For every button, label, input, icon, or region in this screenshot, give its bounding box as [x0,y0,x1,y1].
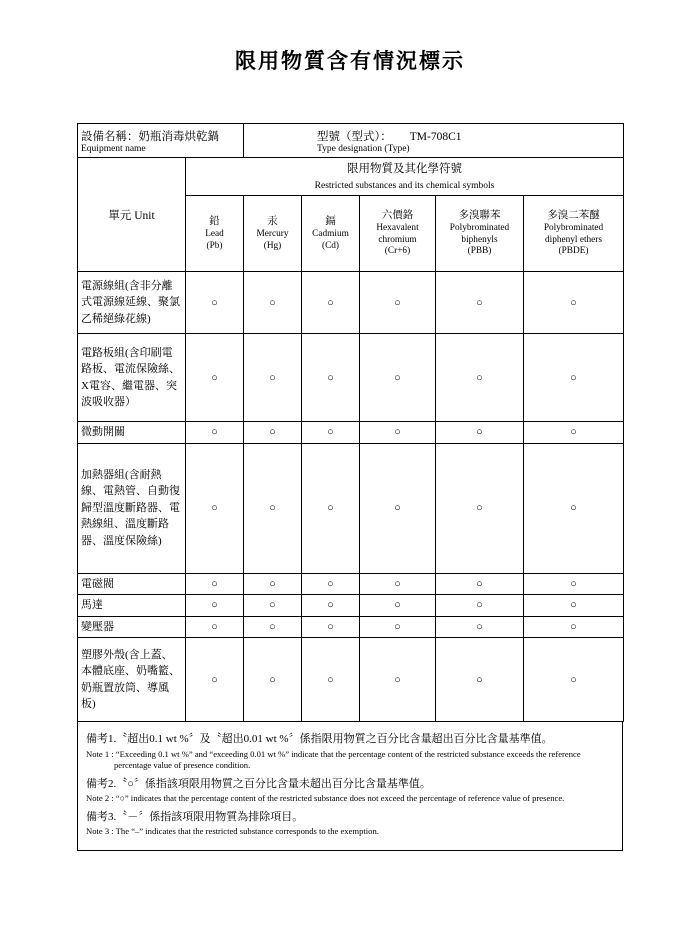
restricted-header-en: Restricted substances and its chemical symbols [314,180,495,191]
substance-header-hexavalent-chromium: 六價鉻 Hexavalent chromium (Cr+6) [360,196,436,272]
value-cell: ○ [244,573,302,595]
value-cell: ○ [302,616,360,638]
value-cell: ○ [302,422,360,444]
substance-header-pbde: 多溴二苯醚 Polybrominated diphenyl ethers (PBDE) [524,196,624,272]
unit-label: 微動開關 [78,422,186,444]
table-row [78,422,624,444]
value-cell: ○ [524,638,624,722]
value-cell: ○ [436,573,524,595]
type-label-zh: 型號（型式）： [317,130,392,143]
substance-header-lead: 鉛 Lead (Pb) [186,196,244,272]
table-row [78,272,624,334]
type-line [247,128,620,144]
equipment-name-zh: 設備名稱：奶瓶消毒烘乾鍋 [81,130,219,143]
value-cell: ○ [302,573,360,595]
value-cell: ○ [360,443,436,573]
unit-header-cell [78,158,186,272]
value-cell: ○ [524,616,624,638]
restricted-header-zh: 限用物質及其化學符號 [347,162,462,175]
value-cell: ○ [244,595,302,617]
type-designation-cell [244,124,624,158]
restricted-substances-header-row [78,158,624,196]
value-cell: ○ [524,595,624,617]
value-cell: ○ [360,573,436,595]
value-cell: ○ [186,422,244,444]
substance-header-mercury: 汞 Mercury (Hg) [244,196,302,272]
value-cell: ○ [524,422,624,444]
value-cell: ○ [186,616,244,638]
value-cell: ○ [436,638,524,722]
value-cell: ○ [436,616,524,638]
value-cell: ○ [524,272,624,334]
value-cell: ○ [244,334,302,422]
value-cell: ○ [244,616,302,638]
value-cell: ○ [436,422,524,444]
value-cell: ○ [436,443,524,573]
equipment-name-en: Equipment name [81,143,146,154]
equipment-name-cell [78,124,244,158]
document-page [0,45,700,942]
value-cell: ○ [360,616,436,638]
note-2-zh: 備考2.〝○〞係指該項限用物質之百分比含量未超出百分比含量基準值。 [86,777,431,790]
value-cell: ○ [186,595,244,617]
value-cell: ○ [360,334,436,422]
value-cell: ○ [302,443,360,573]
value-cell: ○ [436,334,524,422]
table-row [78,573,624,595]
value-cell: ○ [360,595,436,617]
value-cell: ○ [360,422,436,444]
notes-section [77,722,623,851]
note-3-zh: 備考3.〝－〞係指該項限用物質為排除項目。 [86,810,304,823]
unit-header-label: 單元 Unit [108,209,155,222]
note-2-en: Note 2 : “○” indicates that the percentage content of the restricted substance does not exceed the percentage of reference value of presence. [86,793,565,804]
value-cell: ○ [244,443,302,573]
table-row [78,443,624,573]
value-cell: ○ [436,272,524,334]
rohs-table [77,123,624,722]
type-value: TM-708C1 [409,130,462,143]
value-cell: ○ [302,272,360,334]
value-cell: ○ [436,595,524,617]
type-label-en: Type designation (Type) [317,143,410,154]
value-cell: ○ [186,573,244,595]
unit-label: 馬達 [78,595,186,617]
value-cell: ○ [186,272,244,334]
value-cell: ○ [244,422,302,444]
value-cell: ○ [244,638,302,722]
substance-header-cadmium: 鎘 Cadmium (Cd) [302,196,360,272]
restricted-substances-header [186,158,624,196]
unit-label: 電磁閥 [78,573,186,595]
unit-label: 加熱器組(含耐熱線、電熱管、自動復歸型溫度斷路器、電熱線組、溫度斷路器、溫度保險絲) [78,443,186,573]
value-cell: ○ [186,638,244,722]
unit-label: 變壓器 [78,616,186,638]
value-cell: ○ [302,595,360,617]
value-cell: ○ [524,573,624,595]
table-row [78,334,624,422]
value-cell: ○ [524,334,624,422]
value-cell: ○ [186,443,244,573]
value-cell: ○ [360,272,436,334]
rohs-table-container [77,123,623,722]
note-1-en: Note 1 : “Exceeding 0.1 wt %” and “exceeding 0.01 wt %” indicate that the percentage content of the restricted substance exceeds the reference percentage value of presence condition. [86,748,581,771]
note-3-en: Note 3 : The “–” indicates that the restricted substance corresponds to the exemption. [86,826,379,837]
value-cell: ○ [244,272,302,334]
table-row [78,595,624,617]
value-cell: ○ [360,638,436,722]
value-cell: ○ [302,638,360,722]
equipment-info-row [78,124,624,158]
unit-label: 電路板組(含印刷電路板、電流保險絲、X電容、繼電器、突波吸收器） [78,334,186,422]
page-title: 限用物質含有情況標示 [235,49,465,73]
substance-header-pbb: 多溴聯苯 Polybrominated biphenyls (PBB) [436,196,524,272]
note-1-zh: 備考1.〝超出0.1 wt %〞及〝超出0.01 wt %〞係指限用物質之百分比含量超出百分比含量基準值。 [86,733,553,745]
unit-label: 塑膠外殼(含上蓋、本體底座、奶嘴籃、奶瓶置放筒、導風板) [78,638,186,722]
value-cell: ○ [302,334,360,422]
value-cell: ○ [524,443,624,573]
table-row [78,638,624,722]
unit-label: 電源線組(含非分離式電源線延線、聚氯乙稀絕綠花線) [78,272,186,334]
value-cell: ○ [186,334,244,422]
table-row [78,616,624,638]
